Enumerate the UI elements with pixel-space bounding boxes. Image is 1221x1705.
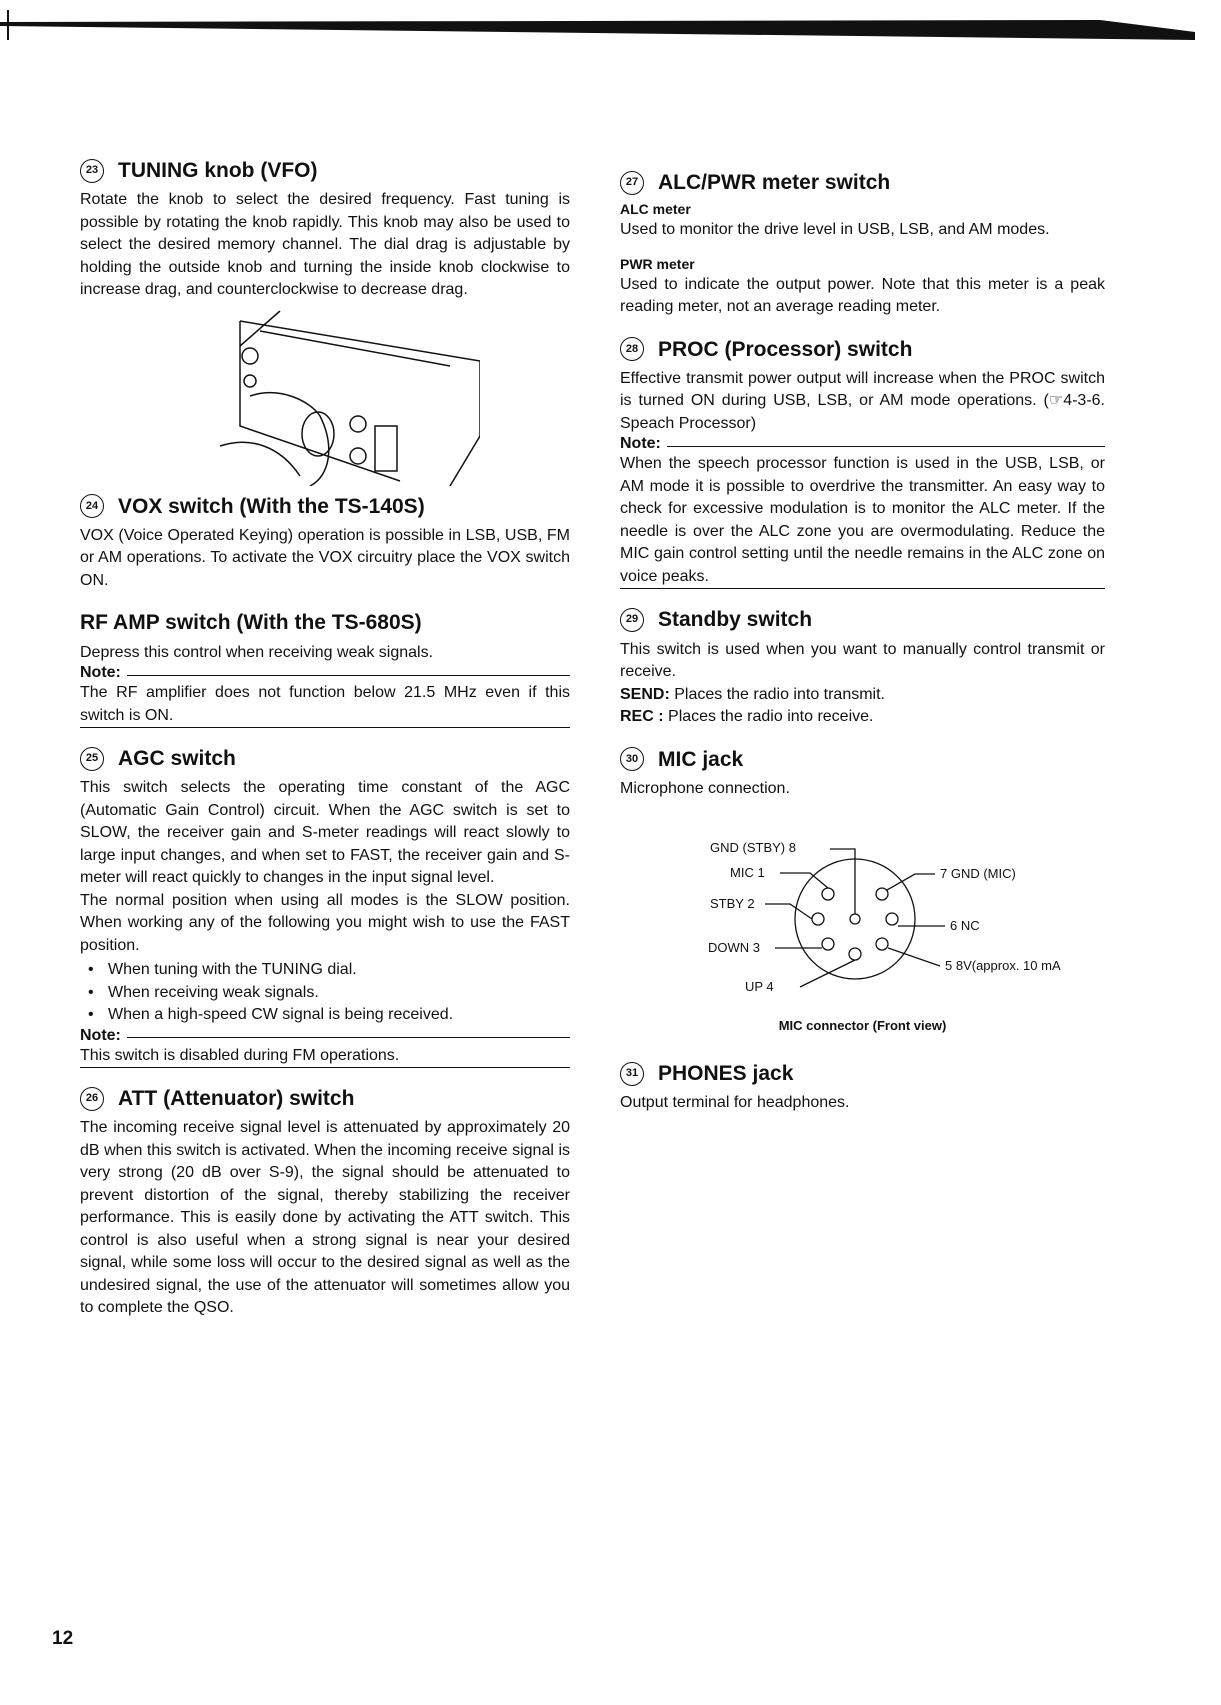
alc-body: Used to monitor the drive level in USB, LSB, and AM modes. — [620, 221, 1050, 239]
proc-note-label — [620, 435, 1105, 453]
proc-title: PROC (Processor) switch — [658, 337, 913, 361]
section-agc-switch — [80, 746, 570, 1068]
agc-body-2: The normal position when using all modes is the SLOW position. When working any of the following you might wish to use the FAST position. — [80, 891, 570, 954]
pin-label-down: DOWN 3 — [708, 940, 760, 956]
rfamp-note-text: The RF amplifier does not function below 21.5 MHz even if this switch is ON. — [80, 682, 570, 728]
list-item: • When receiving weak signals. — [88, 982, 570, 1005]
pin-label-stby: STBY 2 — [710, 896, 755, 912]
pin-label-mic: MIC 1 — [730, 865, 765, 881]
agc-bullets — [80, 959, 570, 1027]
alc-heading — [620, 170, 1105, 195]
send-label: SEND: — [620, 685, 670, 703]
rfamp-heading — [80, 610, 570, 635]
list-item: • When tuning with the TUNING dial. — [88, 959, 570, 982]
pin-label-gnd-mic: 7 GND (MIC) — [940, 866, 1016, 882]
att-heading — [80, 1086, 570, 1111]
send-line — [620, 684, 1105, 707]
proc-heading — [620, 337, 1105, 362]
pin-3 — [822, 938, 834, 950]
tuning-heading — [80, 158, 570, 183]
rfamp-title: RF AMP switch (With the TS-680S) — [80, 611, 422, 635]
agc-heading — [80, 746, 570, 771]
vox-title: VOX switch (With the TS-140S) — [118, 494, 425, 518]
note-rule — [127, 1037, 570, 1038]
item-number: 28 — [620, 337, 644, 361]
item-number: 26 — [80, 1087, 104, 1111]
pin-label-nc: 6 NC — [950, 918, 980, 934]
mic-body: Microphone connection. — [620, 779, 790, 797]
item-number: 29 — [620, 608, 644, 632]
alc-sub-heading: ALC meter — [620, 201, 691, 218]
pin-4 — [849, 948, 861, 960]
rec-label: REC : — [620, 708, 664, 726]
standby-body: This switch is used when you want to manually control transmit or receive. — [620, 640, 1105, 681]
rec-line — [620, 706, 1105, 729]
att-body: The incoming receive signal level is attenuated by approximately 20 dB when this switch is activated. When the incoming receive signal is very strong (20 dB over S-9), the signal should be attenuated to prevent distortion of the signal, thereby stabilizing the receiver performance. This is easily done by activating the ATT switch. This control is also useful when a strong signal is near your desired signal, while some loss will occur to the desired signal as well as the undesired signal, the use of the attenuator will sometimes allow you to complete the QSO. — [80, 1119, 570, 1317]
pin-2 — [812, 913, 824, 925]
right-column — [620, 170, 1105, 1115]
pin-6 — [886, 913, 898, 925]
att-title: ATT (Attenuator) switch — [118, 1087, 355, 1111]
tuning-body: Rotate the knob to select the desired frequency. Fast tuning is possible by rotating the knob rapidly. This knob may also be used to select the desired memory channel. The dial drag is adjustable by holding the outside knob and turning the inside knob clockwise to increase drag, and counterclockwise to decrease drag. — [80, 191, 570, 299]
item-number: 25 — [80, 747, 104, 771]
section-tuning-knob — [80, 158, 570, 486]
tuning-knob-illustration — [150, 306, 480, 486]
phones-title: PHONES jack — [658, 1062, 794, 1086]
vox-body: VOX (Voice Operated Keying) operation is possible in LSB, USB, FM or AM operations. To activate the VOX circuitry place the VOX switch ON. — [80, 526, 570, 589]
agc-note-label — [80, 1027, 570, 1045]
item-number: 27 — [620, 171, 644, 195]
standby-title: Standby switch — [658, 608, 813, 632]
rec-text: Places the radio into receive. — [668, 708, 874, 726]
mic-heading — [620, 747, 1105, 772]
pin-5 — [876, 938, 888, 950]
note-rule — [667, 446, 1105, 447]
left-column — [80, 158, 570, 1320]
section-rf-amp — [80, 610, 570, 728]
alc-title: ALC/PWR meter switch — [658, 171, 891, 194]
vox-heading — [80, 494, 570, 519]
send-text: Places the radio into transmit. — [674, 685, 885, 703]
rfamp-body: Depress this control when receiving weak signals. — [80, 643, 434, 661]
note-label: Note: — [620, 435, 661, 453]
item-number: 30 — [620, 747, 644, 771]
section-vox-switch — [80, 494, 570, 593]
item-number: 31 — [620, 1062, 644, 1086]
standby-heading — [620, 607, 1105, 632]
pwr-sub-heading: PWR meter — [620, 255, 695, 272]
agc-body-1: This switch selects the operating time constant of the AGC (Automatic Gain Control) circuit. When the AGC switch is set to SLOW, the receiver gain and S-meter readings will react slowly to large input changes, and when set to FAST, the receiver gain and S-meter will react quickly to changes in the input signal level. — [80, 779, 570, 887]
section-proc-switch — [620, 337, 1105, 590]
pin-1 — [822, 888, 834, 900]
page-number: 12 — [52, 1628, 74, 1649]
mic-caption: MIC connector (Front view) — [778, 1018, 947, 1034]
item-number: 23 — [80, 159, 104, 183]
item-number: 24 — [80, 494, 104, 518]
section-mic-jack — [620, 747, 1105, 1034]
top-rule — [0, 10, 1221, 40]
mic-title: MIC jack — [658, 747, 744, 771]
rfamp-note-label — [80, 664, 570, 682]
pwr-body: Used to indicate the output power. Note that this meter is a peak reading meter, not an average reading meter. — [620, 275, 1105, 316]
section-standby-switch — [620, 607, 1105, 728]
proc-note-text: When the speech processor function is used in the USB, LSB, or AM mode it is possible to overdrive the transmitter. An easy way to check for excessive modulation is to monitor the ALC meter. If the needle is over the ALC zone you are overmodulating. Reduce the MIC gain control setting until the needle remains in the ALC zone on voice peaks. — [620, 453, 1105, 589]
note-label: Note: — [80, 1026, 121, 1044]
section-alc-pwr-meter — [620, 170, 1105, 319]
note-label: Note: — [80, 664, 121, 682]
agc-note-text: This switch is disabled during FM operations. — [80, 1045, 570, 1069]
pin-7 — [876, 888, 888, 900]
section-att-switch — [80, 1086, 570, 1320]
pin-label-gnd-stby: GND (STBY) 8 — [710, 840, 796, 856]
section-phones-jack — [620, 1061, 1105, 1115]
list-item: • When a high-speed CW signal is being received. — [88, 1004, 570, 1027]
phones-heading — [620, 1061, 1105, 1086]
agc-title: AGC switch — [118, 747, 236, 771]
tuning-title: TUNING knob (VFO) — [118, 159, 318, 182]
proc-body: Effective transmit power output will increase when the PROC switch is turned ON during USB, LSB, or AM mode operations. (☞4-3-6. Speach Processor) — [620, 369, 1105, 432]
pin-8 — [850, 914, 860, 924]
note-rule — [127, 675, 570, 676]
pin-label-8v: 5 8V(approx. 10 mA — [945, 958, 1061, 974]
mic-connector-diagram — [660, 824, 1080, 1014]
pin-label-up: UP 4 — [745, 979, 774, 995]
phones-body: Output terminal for headphones. — [620, 1094, 850, 1112]
